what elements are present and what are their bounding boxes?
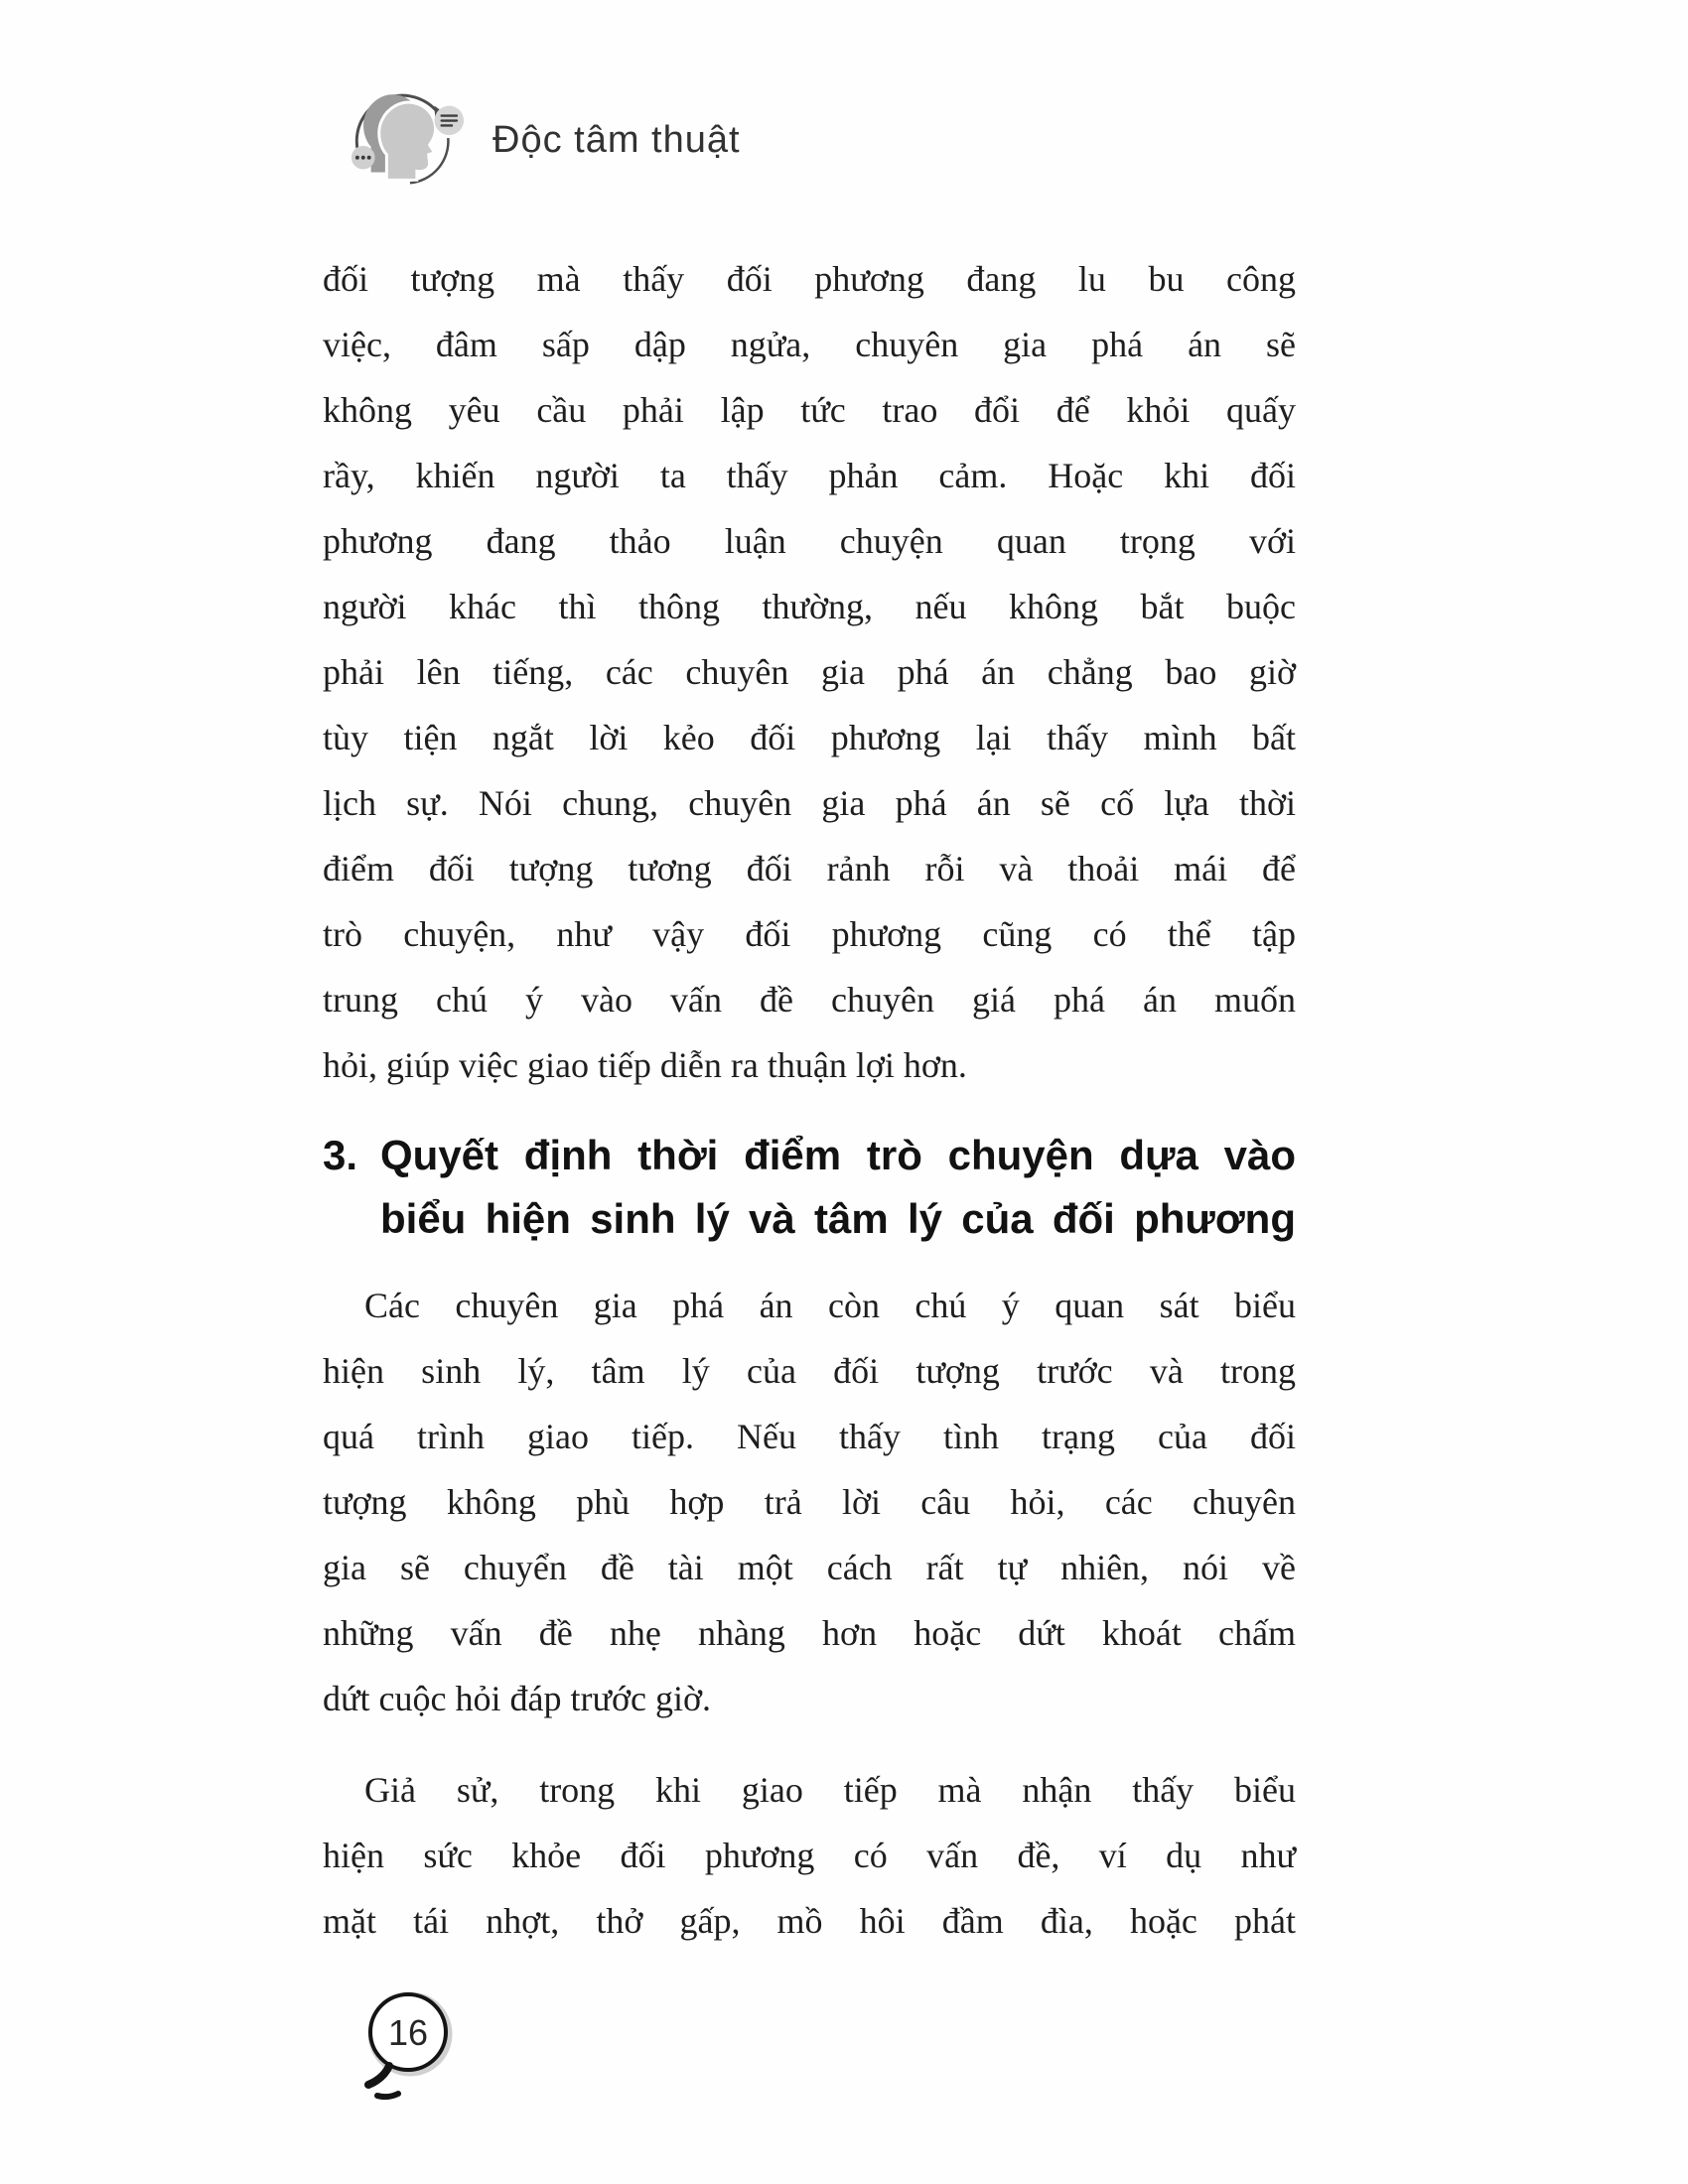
- text-line: trung chú ý vào vấn đề chuyên giá phá án muốn: [323, 980, 1296, 1020]
- text-line: tượng không phù hợp trả lời câu hỏi, các chuyên: [323, 1482, 1296, 1522]
- text-line: gia sẽ chuyển đề tài một cách rất tự nhiên, nói về: [323, 1548, 1296, 1587]
- text-line: không yêu cầu phải lập tức trao đổi để khỏi quấy: [323, 390, 1296, 430]
- text-line: Quyết định thời điểm trò chuyện dựa vào: [380, 1132, 1296, 1178]
- text-line: Các chuyên gia phá án còn chú ý quan sát biểu: [364, 1286, 1296, 1325]
- text-line: những vấn đề nhẹ nhàng hơn hoặc dứt khoát chấm: [323, 1613, 1296, 1653]
- paragraph: [323, 1757, 1296, 1954]
- text-line: biểu hiện sinh lý và tâm lý của đối phương: [380, 1195, 1296, 1242]
- paragraph: [323, 1273, 1296, 1731]
- text-line: đối tượng mà thấy đối phương đang lu bu công: [323, 259, 1296, 299]
- text-line: mặt tái nhợt, thở gấp, mồ hôi đầm đìa, hoặc phát: [323, 1901, 1296, 1941]
- page-header: [350, 77, 741, 203]
- text-line: dứt cuộc hỏi đáp trước giờ.: [323, 1679, 712, 1718]
- text-line: tùy tiện ngắt lời kẻo đối phương lại thấy mình bất: [323, 718, 1296, 757]
- text-line: người khác thì thông thường, nếu không bắt buộc: [323, 587, 1296, 626]
- page-content: [323, 246, 1296, 1954]
- text-line: việc, đâm sấp dập ngửa, chuyên gia phá án sẽ: [323, 325, 1296, 364]
- page-number: 16: [387, 2012, 429, 2053]
- text-line: Giả sử, trong khi giao tiếp mà nhận thấy biểu: [364, 1770, 1296, 1810]
- page-number-bubble: [357, 1987, 461, 2105]
- text-line: phương đang thảo luận chuyện quan trọng với: [323, 521, 1296, 561]
- section-number: 3.: [323, 1132, 358, 1178]
- text-line: lịch sự. Nói chung, chuyên gia phá án sẽ cố lựa thời: [323, 783, 1296, 823]
- book-title: Độc tâm thuật: [492, 118, 741, 161]
- text-line: phải lên tiếng, các chuyên gia phá án chẳng bao giờ: [323, 652, 1296, 692]
- paragraph: [323, 246, 1296, 1098]
- text-line: điểm đối tượng tương đối rảnh rỗi và thoải mái để: [323, 849, 1296, 888]
- section-heading-text: [380, 1124, 1296, 1251]
- mind-reading-logo-icon: [350, 77, 467, 203]
- text-line: rầy, khiến người ta thấy phản cảm. Hoặc khi đối: [323, 456, 1296, 495]
- text-line: hiện sinh lý, tâm lý của đối tượng trước và trong: [323, 1351, 1296, 1391]
- text-line: quá trình giao tiếp. Nếu thấy tình trạng của đối: [323, 1417, 1296, 1456]
- section-heading: [323, 1124, 1296, 1251]
- text-line: trò chuyện, như vậy đối phương cũng có thể tập: [323, 914, 1296, 954]
- text-line: hỏi, giúp việc giao tiếp diễn ra thuận lợi hơn.: [323, 1045, 967, 1085]
- text-line: hiện sức khỏe đối phương có vấn đề, ví dụ như: [323, 1836, 1296, 1875]
